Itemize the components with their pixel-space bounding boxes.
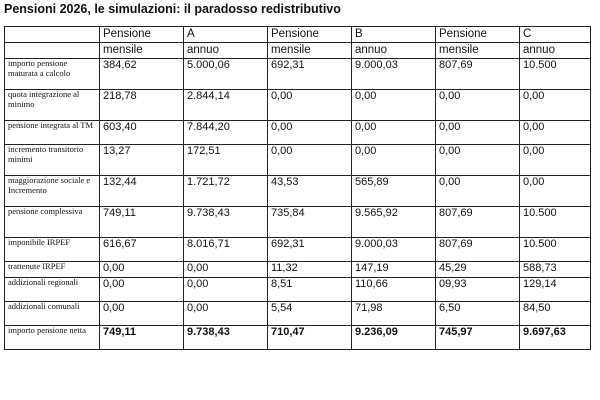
table-cell: 603,40 — [100, 121, 184, 145]
table-cell: 616,67 — [100, 238, 184, 262]
table-row — [5, 326, 591, 350]
table-cell: 09,93 — [436, 278, 520, 302]
header-cell: Pensione — [436, 27, 520, 43]
table-cell: 692,31 — [268, 238, 352, 262]
table-cell: 9.738,43 — [184, 207, 268, 238]
table-cell: 807,69 — [436, 59, 520, 90]
table-cell: 110,66 — [352, 278, 436, 302]
table-row — [5, 90, 591, 121]
header-cell: B — [352, 27, 436, 43]
table-cell: 0,00 — [436, 145, 520, 176]
row-label: incremento transitorio minimi — [5, 145, 100, 176]
table-cell: 807,69 — [436, 238, 520, 262]
table-cell: 5.000,06 — [184, 59, 268, 90]
header-cell: annuo — [352, 43, 436, 59]
table-cell: 13,27 — [100, 145, 184, 176]
table-cell: 5,54 — [268, 302, 352, 326]
table-cell: 9.236,09 — [352, 326, 436, 350]
table-row — [5, 145, 591, 176]
table-row — [5, 238, 591, 262]
header-cell: mensile — [268, 43, 352, 59]
table-row — [5, 59, 591, 90]
table-cell: 10.500 — [520, 207, 591, 238]
table-cell: 9.000,03 — [352, 59, 436, 90]
table-cell: 588,73 — [520, 262, 591, 278]
header-corner-cell — [5, 27, 100, 43]
table-cell: 0,00 — [268, 121, 352, 145]
header-corner-cell — [5, 43, 100, 59]
header-cell: A — [184, 27, 268, 43]
table-cell: 9.565,92 — [352, 207, 436, 238]
table-cell: 10.500 — [520, 238, 591, 262]
table-cell: 1.721,72 — [184, 176, 268, 207]
table-cell: 0,00 — [520, 90, 591, 121]
table-row — [5, 302, 591, 326]
table-row — [5, 262, 591, 278]
table-cell: 129,14 — [520, 278, 591, 302]
row-label: maggiorazione sociale e Incremento — [5, 176, 100, 207]
table-cell: 807,69 — [436, 207, 520, 238]
table-cell: 218,78 — [100, 90, 184, 121]
row-label: pensione complessiva — [5, 207, 100, 238]
table-cell: 745,97 — [436, 326, 520, 350]
row-label: importo pensione netta — [5, 326, 100, 350]
table-cell: 0,00 — [352, 90, 436, 121]
table-row — [5, 278, 591, 302]
table-cell: 45,29 — [436, 262, 520, 278]
header-cell: Pensione — [268, 27, 352, 43]
table-cell: 9.697,63 — [520, 326, 591, 350]
table-cell: 0,00 — [268, 90, 352, 121]
header-cell: C — [520, 27, 591, 43]
table-cell: 84,50 — [520, 302, 591, 326]
table-cell: 692,31 — [268, 59, 352, 90]
table-cell: 132,44 — [100, 176, 184, 207]
header-cell: Pensione — [100, 27, 184, 43]
table-row — [5, 207, 591, 238]
row-label: pensione integrata al TM — [5, 121, 100, 145]
header-cell: mensile — [436, 43, 520, 59]
header-row-scenario — [5, 27, 591, 43]
header-cell: annuo — [184, 43, 268, 59]
table-cell: 8,51 — [268, 278, 352, 302]
table-row — [5, 121, 591, 145]
pension-simulation-table — [4, 26, 591, 350]
table-cell: 0,00 — [520, 176, 591, 207]
table-cell: 384,62 — [100, 59, 184, 90]
table-cell: 71,98 — [352, 302, 436, 326]
row-label: quota integrazione al minimo — [5, 90, 100, 121]
table-cell: 8.016,71 — [184, 238, 268, 262]
table-cell: 0,00 — [436, 121, 520, 145]
table-cell: 2.844,14 — [184, 90, 268, 121]
header-row-period — [5, 43, 591, 59]
table-cell: 0,00 — [436, 176, 520, 207]
table-cell: 9.738,43 — [184, 326, 268, 350]
table-cell: 0,00 — [520, 145, 591, 176]
table-cell: 43,53 — [268, 176, 352, 207]
table-cell: 0,00 — [436, 90, 520, 121]
table-cell: 0,00 — [184, 278, 268, 302]
row-label: imponibile IRPEF — [5, 238, 100, 262]
table-cell: 0,00 — [100, 278, 184, 302]
table-cell: 710,47 — [268, 326, 352, 350]
row-label: addizionali regionali — [5, 278, 100, 302]
table-cell: 172,51 — [184, 145, 268, 176]
table-cell: 9.000,03 — [352, 238, 436, 262]
table-cell: 749,11 — [100, 326, 184, 350]
row-label: importo pensione maturata a calcolo — [5, 59, 100, 90]
table-cell: 0,00 — [520, 121, 591, 145]
table-cell: 147,19 — [352, 262, 436, 278]
table-cell: 0,00 — [184, 262, 268, 278]
table-cell: 0,00 — [100, 262, 184, 278]
page-title: Pensioni 2026, le simulazioni: il paradosso redistributivo — [4, 2, 341, 16]
table-cell: 735,84 — [268, 207, 352, 238]
table-cell: 0,00 — [268, 145, 352, 176]
table-cell: 0,00 — [352, 121, 436, 145]
table-cell: 0,00 — [184, 302, 268, 326]
table-cell: 11,32 — [268, 262, 352, 278]
row-label: trattenute IRPEF — [5, 262, 100, 278]
table-cell: 6,50 — [436, 302, 520, 326]
table-cell: 10.500 — [520, 59, 591, 90]
header-cell: mensile — [100, 43, 184, 59]
table-cell: 0,00 — [100, 302, 184, 326]
table-row — [5, 176, 591, 207]
table-cell: 7.844,20 — [184, 121, 268, 145]
table-cell: 0,00 — [352, 145, 436, 176]
table-cell: 749,11 — [100, 207, 184, 238]
header-cell: annuo — [520, 43, 591, 59]
table-cell: 565,89 — [352, 176, 436, 207]
row-label: addizionali comunali — [5, 302, 100, 326]
